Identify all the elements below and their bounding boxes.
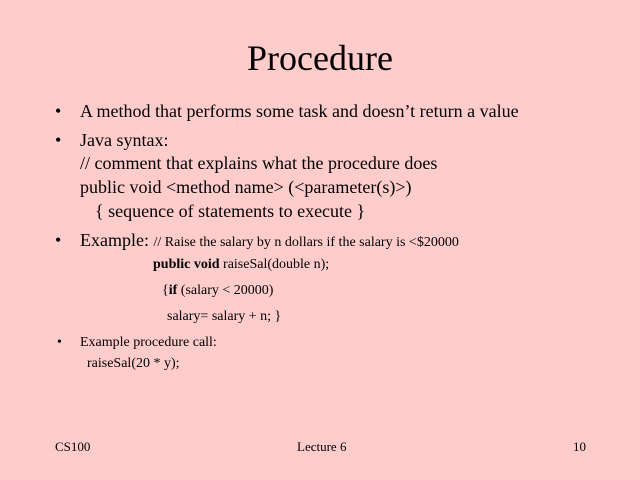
bullet-icon: • <box>55 101 62 121</box>
bullet-icon: • <box>55 230 62 250</box>
footer-page-number: 10 <box>573 439 586 454</box>
bullet-icon: • <box>55 130 62 150</box>
footer-course: CS100 <box>55 439 91 454</box>
example-comment: // Raise the salary by n dollars if the salary is <$20000 <box>153 235 459 250</box>
syntax-signature-line: public void <method name> (<parameter(s)>) <box>80 177 412 197</box>
bullet-2-heading: Java syntax: <box>80 130 169 150</box>
code-line-1 <box>153 257 329 273</box>
code-line-3: salary= salary + n; } <box>167 309 282 324</box>
code-brace: { <box>162 283 169 298</box>
procedure-call-line: raiseSal(20 * y); <box>87 356 180 371</box>
code-keyword: if <box>168 283 178 298</box>
code-text: (salary < 20000) <box>177 283 274 298</box>
code-text: raiseSal(double n); <box>219 257 330 272</box>
code-line-2 <box>162 283 273 299</box>
slide-title: Procedure <box>247 38 393 78</box>
example-label: Example: <box>80 230 149 250</box>
example-line <box>80 230 459 251</box>
code-keyword: public void <box>153 257 220 272</box>
syntax-comment-line: // comment that explains what the procedure does <box>80 153 438 173</box>
footer-lecture: Lecture 6 <box>297 439 347 454</box>
syntax-body-line: { sequence of statements to execute } <box>95 201 366 221</box>
bullet-4-heading: Example procedure call: <box>80 335 217 350</box>
bullet-1-text: A method that performs some task and doesn’t return a value <box>80 101 519 121</box>
bullet-icon: • <box>57 335 62 350</box>
